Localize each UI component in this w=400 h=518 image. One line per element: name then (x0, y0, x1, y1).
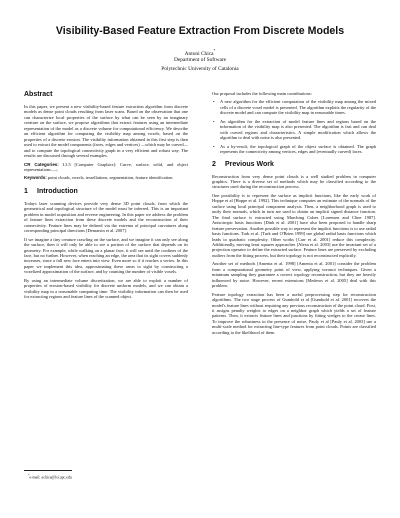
previous-paragraph-4: Feature topology extraction has been a useful preprocessing step for reconstruction algorithms. The two stage process of Gumhold et al [Gumhold et al. 2001] recovers the model's feature lines without requiring any previous reconstruction of the point cloud. First, it assigns penalty weights to edges on a neighbor graph which yields a set of feature patterns. Then, it extracts feature lines and junctions by fitting wedges to the crease lines. To improve the robustness in the presence of noise, Pauly et al [Pauly et al. 2003] use a multi-scale method for extracting line-type features from point clouds. Points are classified according to the likelihood of them (212, 291, 376, 335)
keywords-text: point clouds, voxels, tessellations, segmentation, feature identification (47, 175, 173, 181)
ccs-label: CR Categories: (24, 161, 59, 167)
list-item (212, 119, 376, 141)
contrib-list (212, 99, 376, 154)
bullet-icon: • (213, 118, 215, 124)
footnote-marker: * (28, 473, 30, 477)
contrib-item-text: A new algorithm for the efficient computation of the visibility map among the mixed cells of a discrete voxel model is presented. The algorithm exploits the regularity of the discrete model and can compute the visibility map in reasonable times. (220, 99, 376, 116)
intro-paragraph-3: By using an intermediate volume discretization, we are able to exploit a number of properties of erosion-based visibility for discrete uniform models, and we can obtain a visibility map in a reasonable computing time. The visibility information can then be used for extracting regions and feature lines of the scanned object. (24, 277, 188, 300)
bullet-icon: • (213, 143, 215, 149)
intro-heading (24, 188, 188, 196)
author-department: Department of Software (173, 57, 227, 63)
abstract-heading: Abstract (24, 91, 53, 98)
footnote-text: e-mail: achica@lsi.upc.edu (29, 475, 72, 480)
intro-number: 1 (24, 187, 28, 195)
contrib-intro: Our proposal includes the following main contributions: (212, 91, 312, 96)
footnote-rule (24, 470, 72, 471)
author-name (0, 49, 400, 57)
bullet-icon: • (213, 99, 215, 105)
intro-paragraph-1: Todays laser scanning devices provide very dense 3D point clouds, from which the geometrical and topological structure of the model must be inferred. This is an important problem in model acquisition and reverse engineering. In this paper we address the problem of feature lines extraction from these discrete models and the reconstruction of their connectivity. Feature lines may be defined via the extrema of principal curvatures along corresponding principal directions [Demarsin et al. 2007]. (24, 200, 188, 234)
previous-work-heading (212, 161, 376, 169)
ccs-line (24, 162, 188, 173)
author-footnote-marker: * (213, 49, 216, 53)
ccs-text: I.3.5 [Computer Graphics]: Curve, surface, solid, and object representations.—; (24, 161, 188, 172)
keywords-label: Keywords: (24, 175, 47, 181)
contrib-item-text: An algorithm for the extraction of model feature lines and regions based on the information of the visibility map is also presented. The algorithm is fast and can deal with curved regions and characteristics. A simple modification which allows the algorithm to deal with noise is also presented. (220, 118, 376, 141)
intro-heading-text: Introduction (37, 187, 78, 195)
previous-paragraph-2: One possibility is to represent the surface as implicit functions, like the early work of Hoppe et al [Hoppe et al. 1992]. This technique computes an estimate of the normals of the surface using local principal component analysis. Then, a neighborhood graph is used to unify their normals, which in turn are used to obtain an implicit signed distance function. The final surface is extracted using Marching Cubes [Lorensen and Cline 1987]. Anisotropic basis functions [Dinh et al. 2001] have also been proposed to handle sharp feature preservation. Another possible way to represent the implicit functions is to use radial basis functions. Turk et al. [Turk and O'Brien 1999] use global radial basis functions which leads to quadratic complexity. Other works [Carr et al. 2001] reduce this complexity. Additionally, moving least squares approaches [Alexa et al. 2003] use the invariant set of a projection operator to define the extracted surface. Feature lines are preserved by excluding outliers from the fitting process, but their topology is not reconstructed explicitly. (212, 192, 376, 258)
author-name-text: Antoni Chica (184, 50, 214, 57)
right-column (212, 91, 376, 335)
footnote (28, 473, 72, 480)
keywords-line (24, 175, 188, 180)
author-university: Polytechnic University of Catalonia (161, 66, 239, 72)
left-column (24, 91, 188, 300)
abstract-paragraph: In this paper, we present a new visibility-based feature extraction algorithm from discrete models as dense point clouds resulting from laser scans. Based on the observation that one can characterize local properties of the surface by what can be seen by an imaginary creature on the surface, we propose algorithms that extract features using an intermediate representation of the model as a discrete volume for computational efficiency. We describe an efficient algorithm for computing the visibility map among voxels, based on the properties of a discrete erosion. The visibility information obtained in this first step is then used to extract the model components (faces, edges and vertices) —which may be curved— and to compute the topological connectivity graph in a very efficient and robust way. The results are discussed through several examples. (24, 104, 188, 159)
previous-paragraph-1: Reconstruction from very dense point clouds is a well studied problem in computer graphics. There is a diverse set of methods which may be classified according to the structures used during the reconstruction process. (212, 173, 376, 190)
list-item (212, 144, 376, 155)
contrib-item-text: As a by-result, the topological graph of the object surface is obtained. The graph represents the connectivity among vertices, edges and (eventually curved) faces. (220, 143, 376, 155)
intro-paragraph-2: If we imagine a tiny creature crawling on the surface, and we imagine it can only see along the surface, then it will only be able to see a portion of the surface that depends on its geometry. For example, while walking on a planar face, it will see until the confines of the face, but no further. However, when reaching an edge, the area that its sight covers suddenly increases, since a full new face enters into view. Even more so if it reaches a vertex. In this paper we implement this idea, approximating these areas to sight by constructing a voxelized approximation of the surface, and by counting the number of visible voxels. (24, 236, 188, 275)
list-item (212, 99, 376, 115)
previous-paragraph-3: Another set of methods [Amenta et al. 1998] [Amenta et al. 2001] consider the problem from a computational geometry point of view, applying voronoi techniques. Given a minimum sampling they guarantee a correct topology reconstruction, but they are heavily influenced by noise. However, recent extensions [Mederos et al. 2005] deal with this problem. (212, 261, 376, 289)
previous-heading-text: Previous Work (225, 160, 274, 168)
paper-title: Visibility-Based Feature Extraction From Discrete Models (55, 25, 345, 37)
previous-number: 2 (212, 160, 216, 168)
